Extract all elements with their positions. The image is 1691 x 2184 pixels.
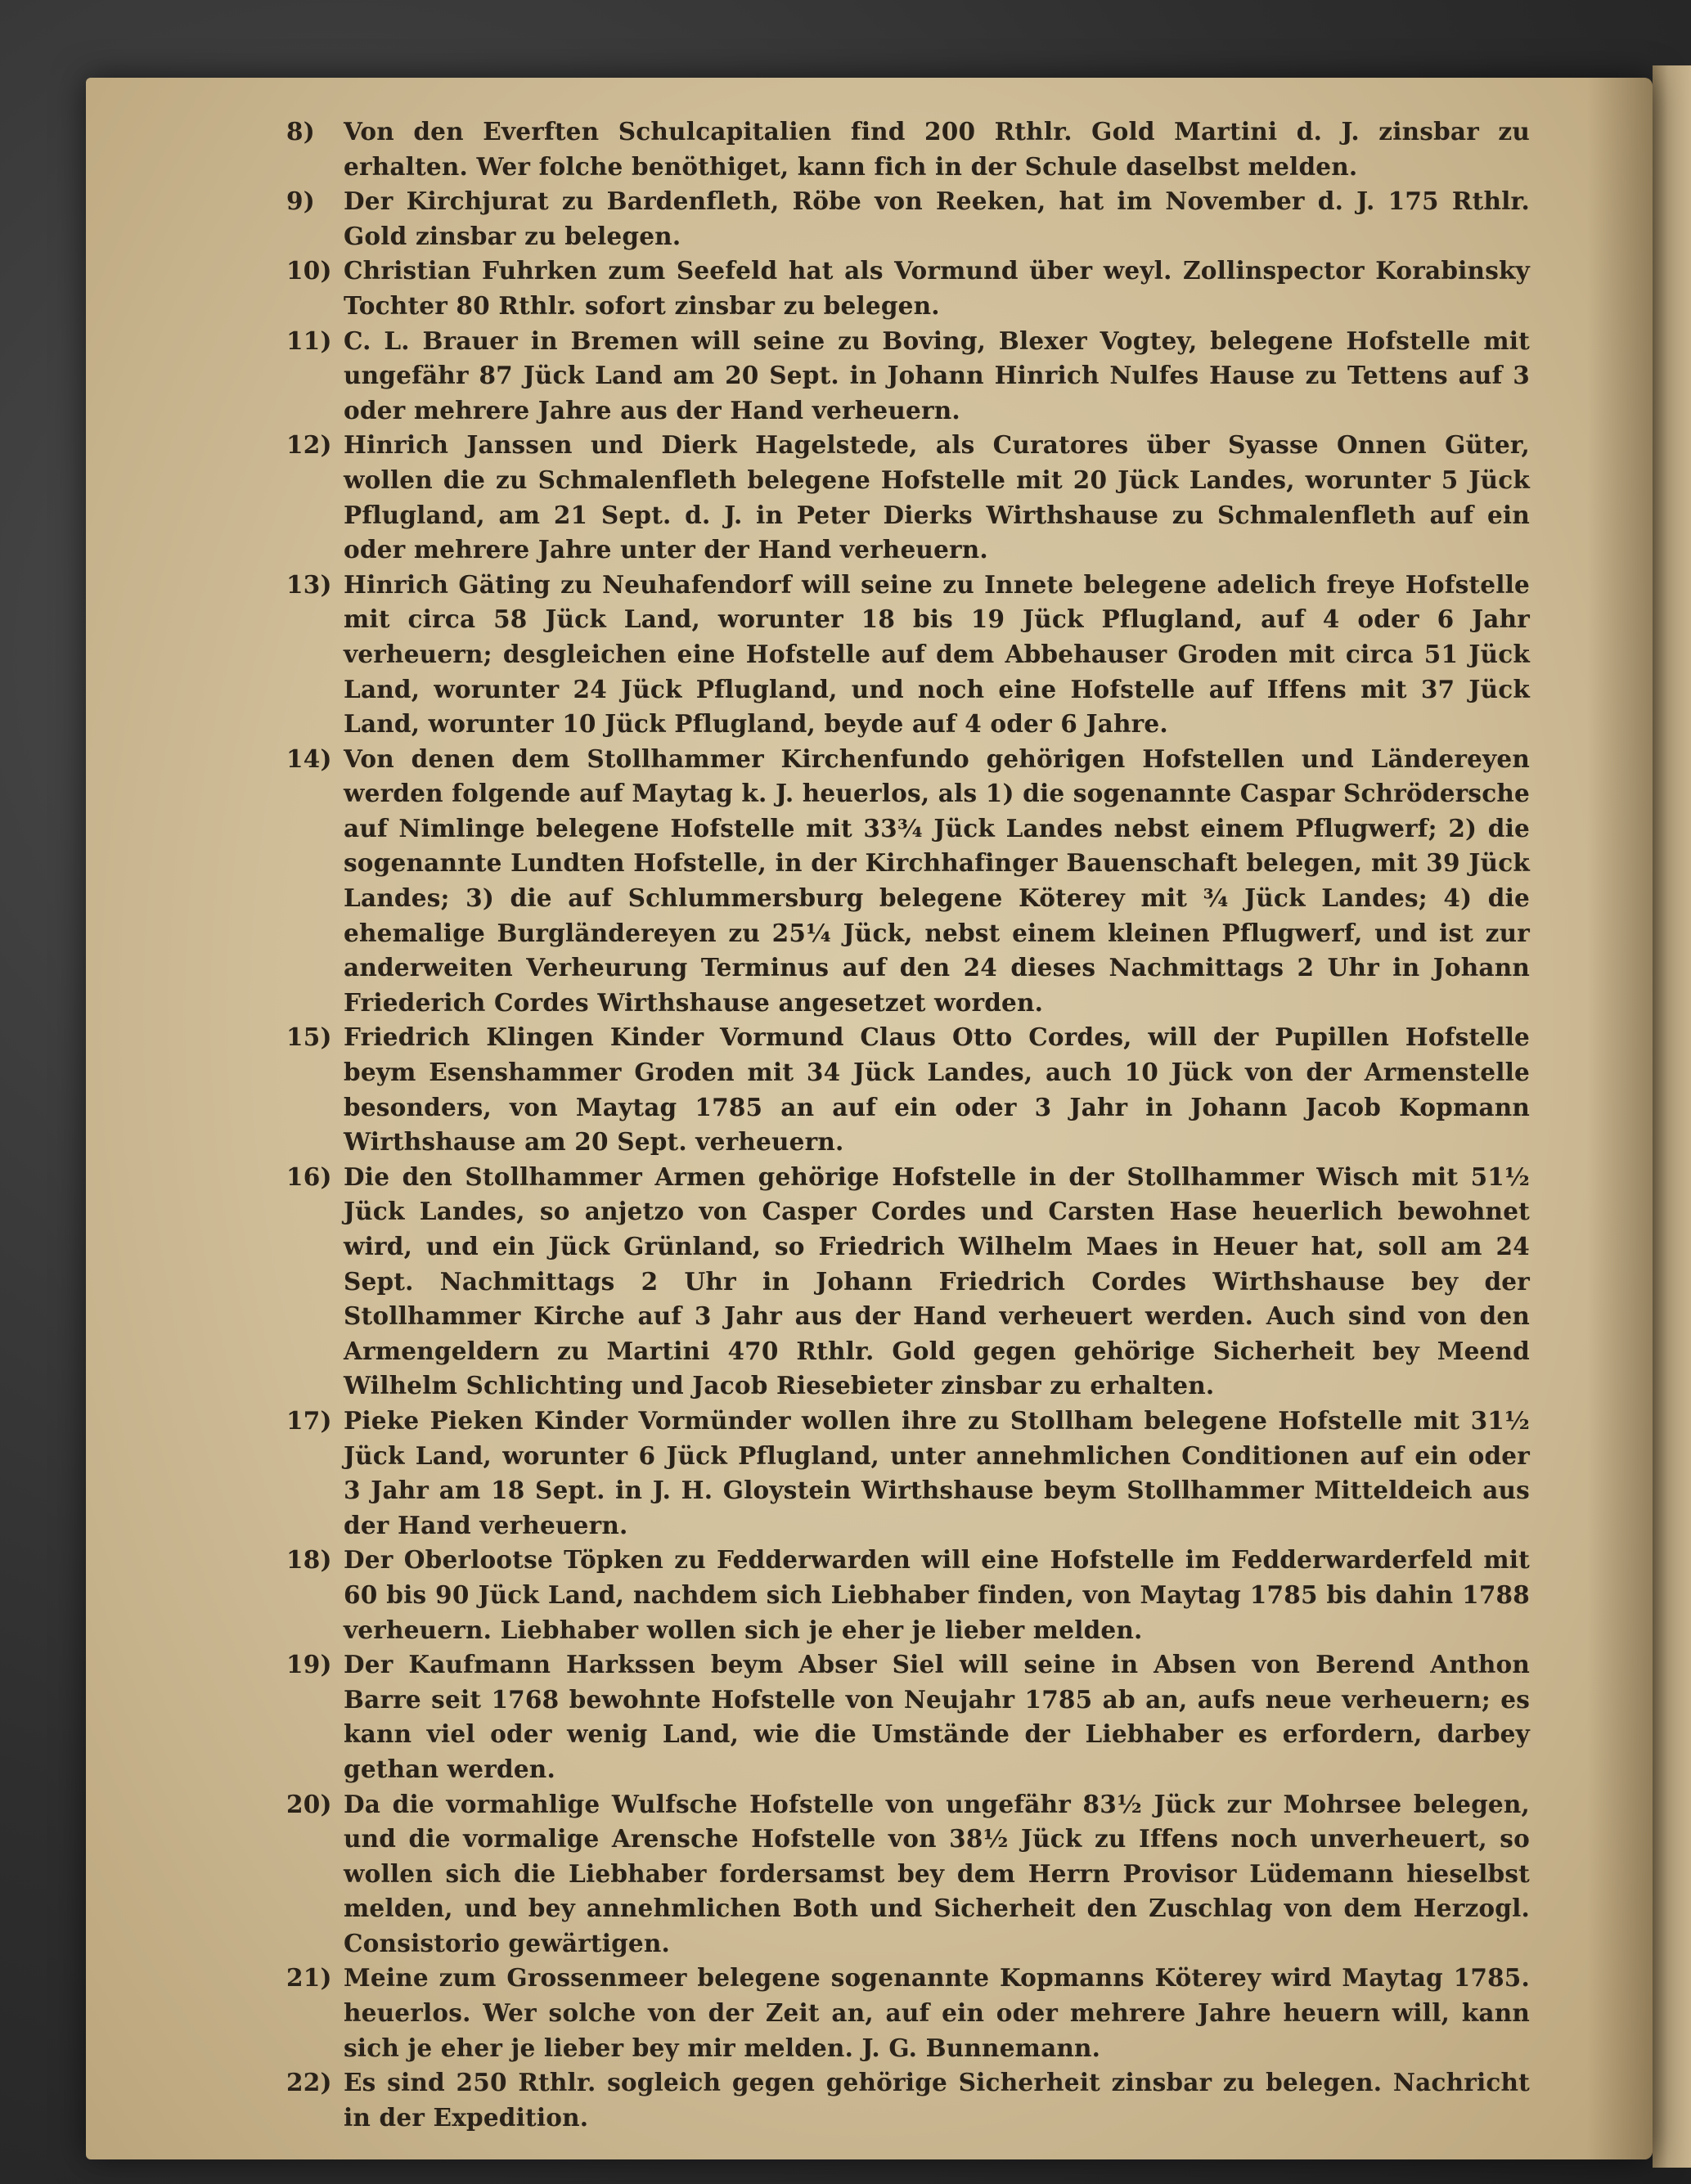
notices-list [286, 115, 1531, 2135]
notice-text: Friedrich Klingen Kinder Vormund Claus Otto Cordes, will der Pupillen Hofstelle beym Esenshammer Groden mit 34 Jück Landes, auch 10 Jück von der Armenstelle besonders, von Maytag 1785 an auf ein oder 3 Jahr in Johann Jacob Kopmann Wirthshause am 20 Sept. verheuern. [344, 1022, 1530, 1157]
notice-text: Von denen dem Stollhammer Kirchenfundo gehörigen Hofstellen und Ländereyen werden folgende auf Maytag k. J. heuerlos, als 1) die sogenannte Caspar Schrödersche auf Nimlinge belegene Hofstelle mit 33¾ Jück Landes nebst einem Pflugwerf; 2) die sogenannte Lundten Hofstelle, in der Kirchhafinger Bauenschaft belegen, mit 39 Jück Landes; 3) die auf Schlummersburg belegene Köterey mit ¾ Jück Landes; 4) die ehemalige Burgländereyen zu 25¼ Jück, nebst einem kleinen Pflugwerf, und ist zur anderweiten Verheurung Terminus auf den 24 dieses Nachmittags 2 Uhr in Johann Friederich Cordes Wirthshause angesetzet worden. [344, 744, 1531, 1017]
notice-item [286, 1160, 1530, 1404]
notice-item [286, 254, 1530, 323]
notice-number: 13) [286, 569, 332, 599]
notice-item [286, 184, 1530, 254]
facing-page-edge [1653, 65, 1691, 2168]
notice-number: 10) [286, 256, 332, 285]
notice-item [286, 1543, 1530, 1647]
notice-number: 15) [286, 1022, 332, 1052]
notice-item [286, 1961, 1530, 2065]
notice-number: 16) [286, 1162, 332, 1191]
notice-text: Von den Everften Schulcapitalien find 200 Rthlr. Gold Martini d. J. zinsbar zu erhalten. Wer folche benöthiget, kann fich in der Schule daselbst melden. [344, 117, 1530, 181]
notice-item [286, 2065, 1530, 2135]
notice-text: Der Kaufmann Harkssen beym Abser Siel will seine in Absen von Berend Anthon Barre seit 1768 bewohnte Hofstelle von Neujahr 1785 ab an, aufs neue verheuern; es kann viel oder wenig Land, wie die Umstände der Liebhaber es erfordern, darbey gethan werden. [344, 1650, 1530, 1783]
notice-text: Da die vormahlige Wulfsche Hofstelle von ungefähr 83½ Jück zur Mohrsee belegen, und die vormalige Arensche Hofstelle von 38½ Jück zu Iffens noch unverheuert, so wollen sich die Liebhaber fordersamst bey dem Herrn Provisor Lüdemann hieselbst melden, und bey annehmlichen Both und Sicherheit den Zuschlag von dem Herzogl. Consistorio gewärtigen. [344, 1789, 1530, 1957]
notice-text: Die den Stollhammer Armen gehörige Hofstelle in der Stollhammer Wisch mit 51½ Jück Landes, so anjetzo von Casper Cordes und Carsten Hase heuerlich bewohnet wird, und ein Jück Grünland, so Friedrich Wilhelm Maes in Heuer hat, soll am 24 Sept. Nachmittags 2 Uhr in Johann Friedrich Cordes Wirthshause bey der Stollhammer Kirche auf 3 Jahr aus der Hand verheuert werden. Auch sind von den Armengeldern zu Martini 470 Rthlr. Gold gegen gehörige Sicherheit bey Meend Wilhelm Schlichting und Jacob Riesebieter zinsbar zu erhalten. [344, 1162, 1530, 1400]
notice-number: 12) [286, 430, 332, 460]
notice-item [286, 1020, 1530, 1159]
notice-number: 17) [286, 1405, 332, 1435]
notice-number: 22) [286, 2068, 332, 2097]
notice-text: Meine zum Grossenmeer belegene sogenannte Kopmanns Köterey wird Maytag 1785. heuerlos. Wer solche von der Zeit an, auf ein oder mehrere Jahre heuern will, kann sich je eher je lieber bey mir melden. J. G. Bunnemann. [344, 1963, 1530, 2062]
notice-number: 19) [286, 1650, 332, 1679]
page-gutter-shadow [1587, 78, 1653, 2159]
notice-item [286, 428, 1530, 567]
notice-number: 9) [286, 186, 315, 216]
notice-number: 8) [286, 117, 315, 146]
notice-text: Hinrich Gäting zu Neuhafendorf will seine zu Innete belegene adelich freye Hofstelle mit circa 58 Jück Land, worunter 18 bis 19 Jück Pflugland, auf 4 oder 6 Jahr verheuern; desgleichen eine Hofstelle auf dem Abbehauser Groden mit circa 51 Jück Land, worunter 24 Jück Pflugland, und noch eine Hofstelle auf Iffens mit 37 Jück Land, worunter 10 Jück Pflugland, beyde auf 4 oder 6 Jahre. [344, 569, 1530, 739]
notice-text: Hinrich Janssen und Dierk Hagelstede, als Curatores über Syasse Onnen Güter, wollen die zu Schmalenfleth belegene Hofstelle mit 20 Jück Landes, worunter 5 Jück Pflugland, am 21 Sept. d. J. in Peter Dierks Wirthshause zu Schmalenfleth auf ein oder mehrere Jahre unter der Hand verheuern. [344, 430, 1530, 564]
notice-text: Der Oberlootse Töpken zu Fedderwarden will eine Hofstelle im Fedderwarderfeld mit 60 bis 90 Jück Land, nachdem sich Liebhaber finden, von Maytag 1785 bis dahin 1788 verheuern. Liebhaber wollen sich je eher je lieber melden. [344, 1545, 1530, 1644]
notice-number: 21) [286, 1963, 332, 1993]
notice-text: Pieke Pieken Kinder Vormünder wollen ihre zu Stollham belegene Hofstelle mit 31½ Jück Land, worunter 6 Jück Pflugland, unter annehmlichen Conditionen auf ein oder 3 Jahr am 18 Sept. in J. H. Gloystein Wirthshause beym Stollhammer Mitteldeich aus der Hand verheuern. [344, 1405, 1530, 1539]
notice-item [286, 568, 1530, 742]
notice-item [286, 1647, 1530, 1786]
notice-number: 20) [286, 1789, 332, 1818]
notice-item [286, 324, 1530, 429]
notice-text: C. L. Brauer in Bremen will seine zu Boving, Blexer Vogtey, belegene Hofstelle mit ungefähr 87 Jück Land am 20 Sept. in Johann Hinrich Nulfes Hause zu Tettens auf 3 oder mehrere Jahre aus der Hand verheuern. [344, 326, 1530, 425]
notice-number: 18) [286, 1545, 332, 1575]
notice-item [286, 1787, 1530, 1962]
notice-item [286, 115, 1530, 184]
notice-number: 11) [286, 326, 332, 355]
notice-text: Christian Fuhrken zum Seefeld hat als Vormund über weyl. Zollinspector Korabinsky Tochter 80 Rthlr. sofort zinsbar zu belegen. [344, 256, 1530, 320]
notice-item [286, 1404, 1530, 1543]
notice-text: Es sind 250 Rthlr. sogleich gegen gehörige Sicherheit zinsbar zu belegen. Nachricht in der Expedition. [344, 2068, 1530, 2132]
notice-number: 14) [286, 744, 332, 773]
notice-item [286, 742, 1531, 1021]
notice-text: Der Kirchjurat zu Bardenfleth, Röbe von Reeken, hat im November d. J. 175 Rthlr. Gold zinsbar zu belegen. [344, 186, 1530, 250]
